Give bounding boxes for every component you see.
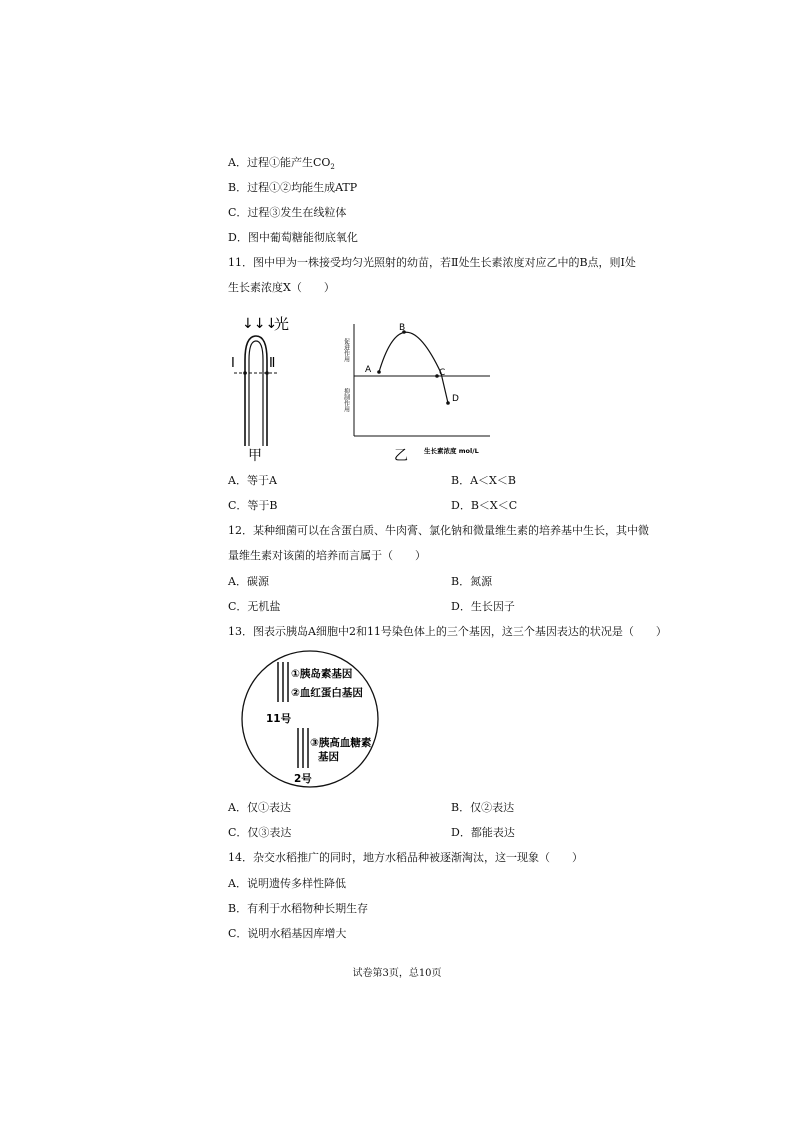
q11-option-b: B．A＜X＜B <box>451 474 516 487</box>
q11-stem-line1: 11．图中甲为一株接受均匀光照射的幼苗，若Ⅱ处生长素浓度对应乙中的B点，则Ⅰ处 <box>228 256 636 269</box>
q14-option-a: A．说明遗传多样性降低 <box>228 877 346 890</box>
graph-point-a: A <box>365 365 372 375</box>
seedling-figure-jia <box>231 315 289 464</box>
q13-stem: 13．图表示胰岛A细胞中2和11号染色体上的三个基因，这三个基因表达的状况是（ ） <box>228 625 667 638</box>
q11-option-a: A．等于A <box>228 474 277 487</box>
q14-option-b: B．有利于水稻物种长期生存 <box>228 902 369 915</box>
position-label-i: Ⅰ <box>231 356 235 371</box>
x-axis-label: 生长素浓度 mol/L <box>424 447 479 455</box>
auxin-graph-yi <box>343 323 491 464</box>
q12-stem-line2: 量维生素对该菌的培养而言属于（ ） <box>228 549 426 562</box>
chromosome-11-label: 11号 <box>266 713 292 725</box>
y-label-inhibit: 抑制作用 <box>342 388 350 412</box>
graph-point-d: D <box>452 394 459 404</box>
light-label: 光 <box>274 315 290 333</box>
graph-point-c: C <box>439 368 446 378</box>
light-arrows: ↓↓↓ <box>242 316 278 332</box>
graph-point-b: B <box>399 323 406 333</box>
q12-option-a: A．碳源 <box>228 575 269 588</box>
figure-caption-jia: 甲 <box>248 448 262 464</box>
q10-option-c: C．过程③发生在线粒体 <box>228 206 347 219</box>
q14-option-c: C．说明水稻基因库增大 <box>228 927 347 940</box>
q12-stem-line1: 12．某种细菌可以在含蛋白质、牛肉膏、氯化钠和微量维生素的培养基中生长，其中微 <box>228 524 649 537</box>
q11-figure <box>228 308 528 468</box>
q13-option-c: C．仅③表达 <box>228 826 292 839</box>
q11-stem-line2: 生长素浓度X（ ） <box>228 281 335 294</box>
chromosome-11 <box>266 662 363 725</box>
chromosome-2-label: 2号 <box>294 773 312 785</box>
q12-option-d: D．生长因子 <box>451 600 515 613</box>
gene-label-hemoglobin: ②血红蛋白基因 <box>291 687 363 699</box>
q13-figure <box>236 650 386 790</box>
page-footer: 试卷第3页，总10页 <box>352 968 442 979</box>
gene-label-insulin: ①胰岛素基因 <box>291 668 353 680</box>
q10-option-b: B．过程①②均能生成ATP <box>228 181 358 194</box>
q13-option-d: D．都能表达 <box>451 826 515 839</box>
q12-option-b: B．氮源 <box>451 575 493 588</box>
q10-option-d: D．图中葡萄糖能彻底氧化 <box>228 231 358 244</box>
q13-option-b: B．仅②表达 <box>451 801 515 814</box>
chromosome-2 <box>294 728 372 785</box>
q11-option-d: D．B＜X＜C <box>451 499 518 512</box>
q14-stem: 14．杂交水稻推广的同时，地方水稻品种被逐渐淘汰，这一现象（ ） <box>228 851 583 864</box>
gene-label-glucagon-line1: ③胰高血糖素 <box>310 737 372 749</box>
figure-caption-yi: 乙 <box>394 448 408 464</box>
q10-option-a: A．过程①能产生$CO_2$ <box>228 156 335 172</box>
q11-option-c: C．等于B <box>228 499 278 512</box>
q13-option-a: A．仅①表达 <box>228 801 291 814</box>
gene-label-glucagon-line2: 基因 <box>318 751 339 763</box>
position-label-ii: Ⅱ <box>269 356 276 371</box>
q12-option-c: C．无机盐 <box>228 600 281 613</box>
y-label-promote: 促进作用 <box>342 338 350 362</box>
